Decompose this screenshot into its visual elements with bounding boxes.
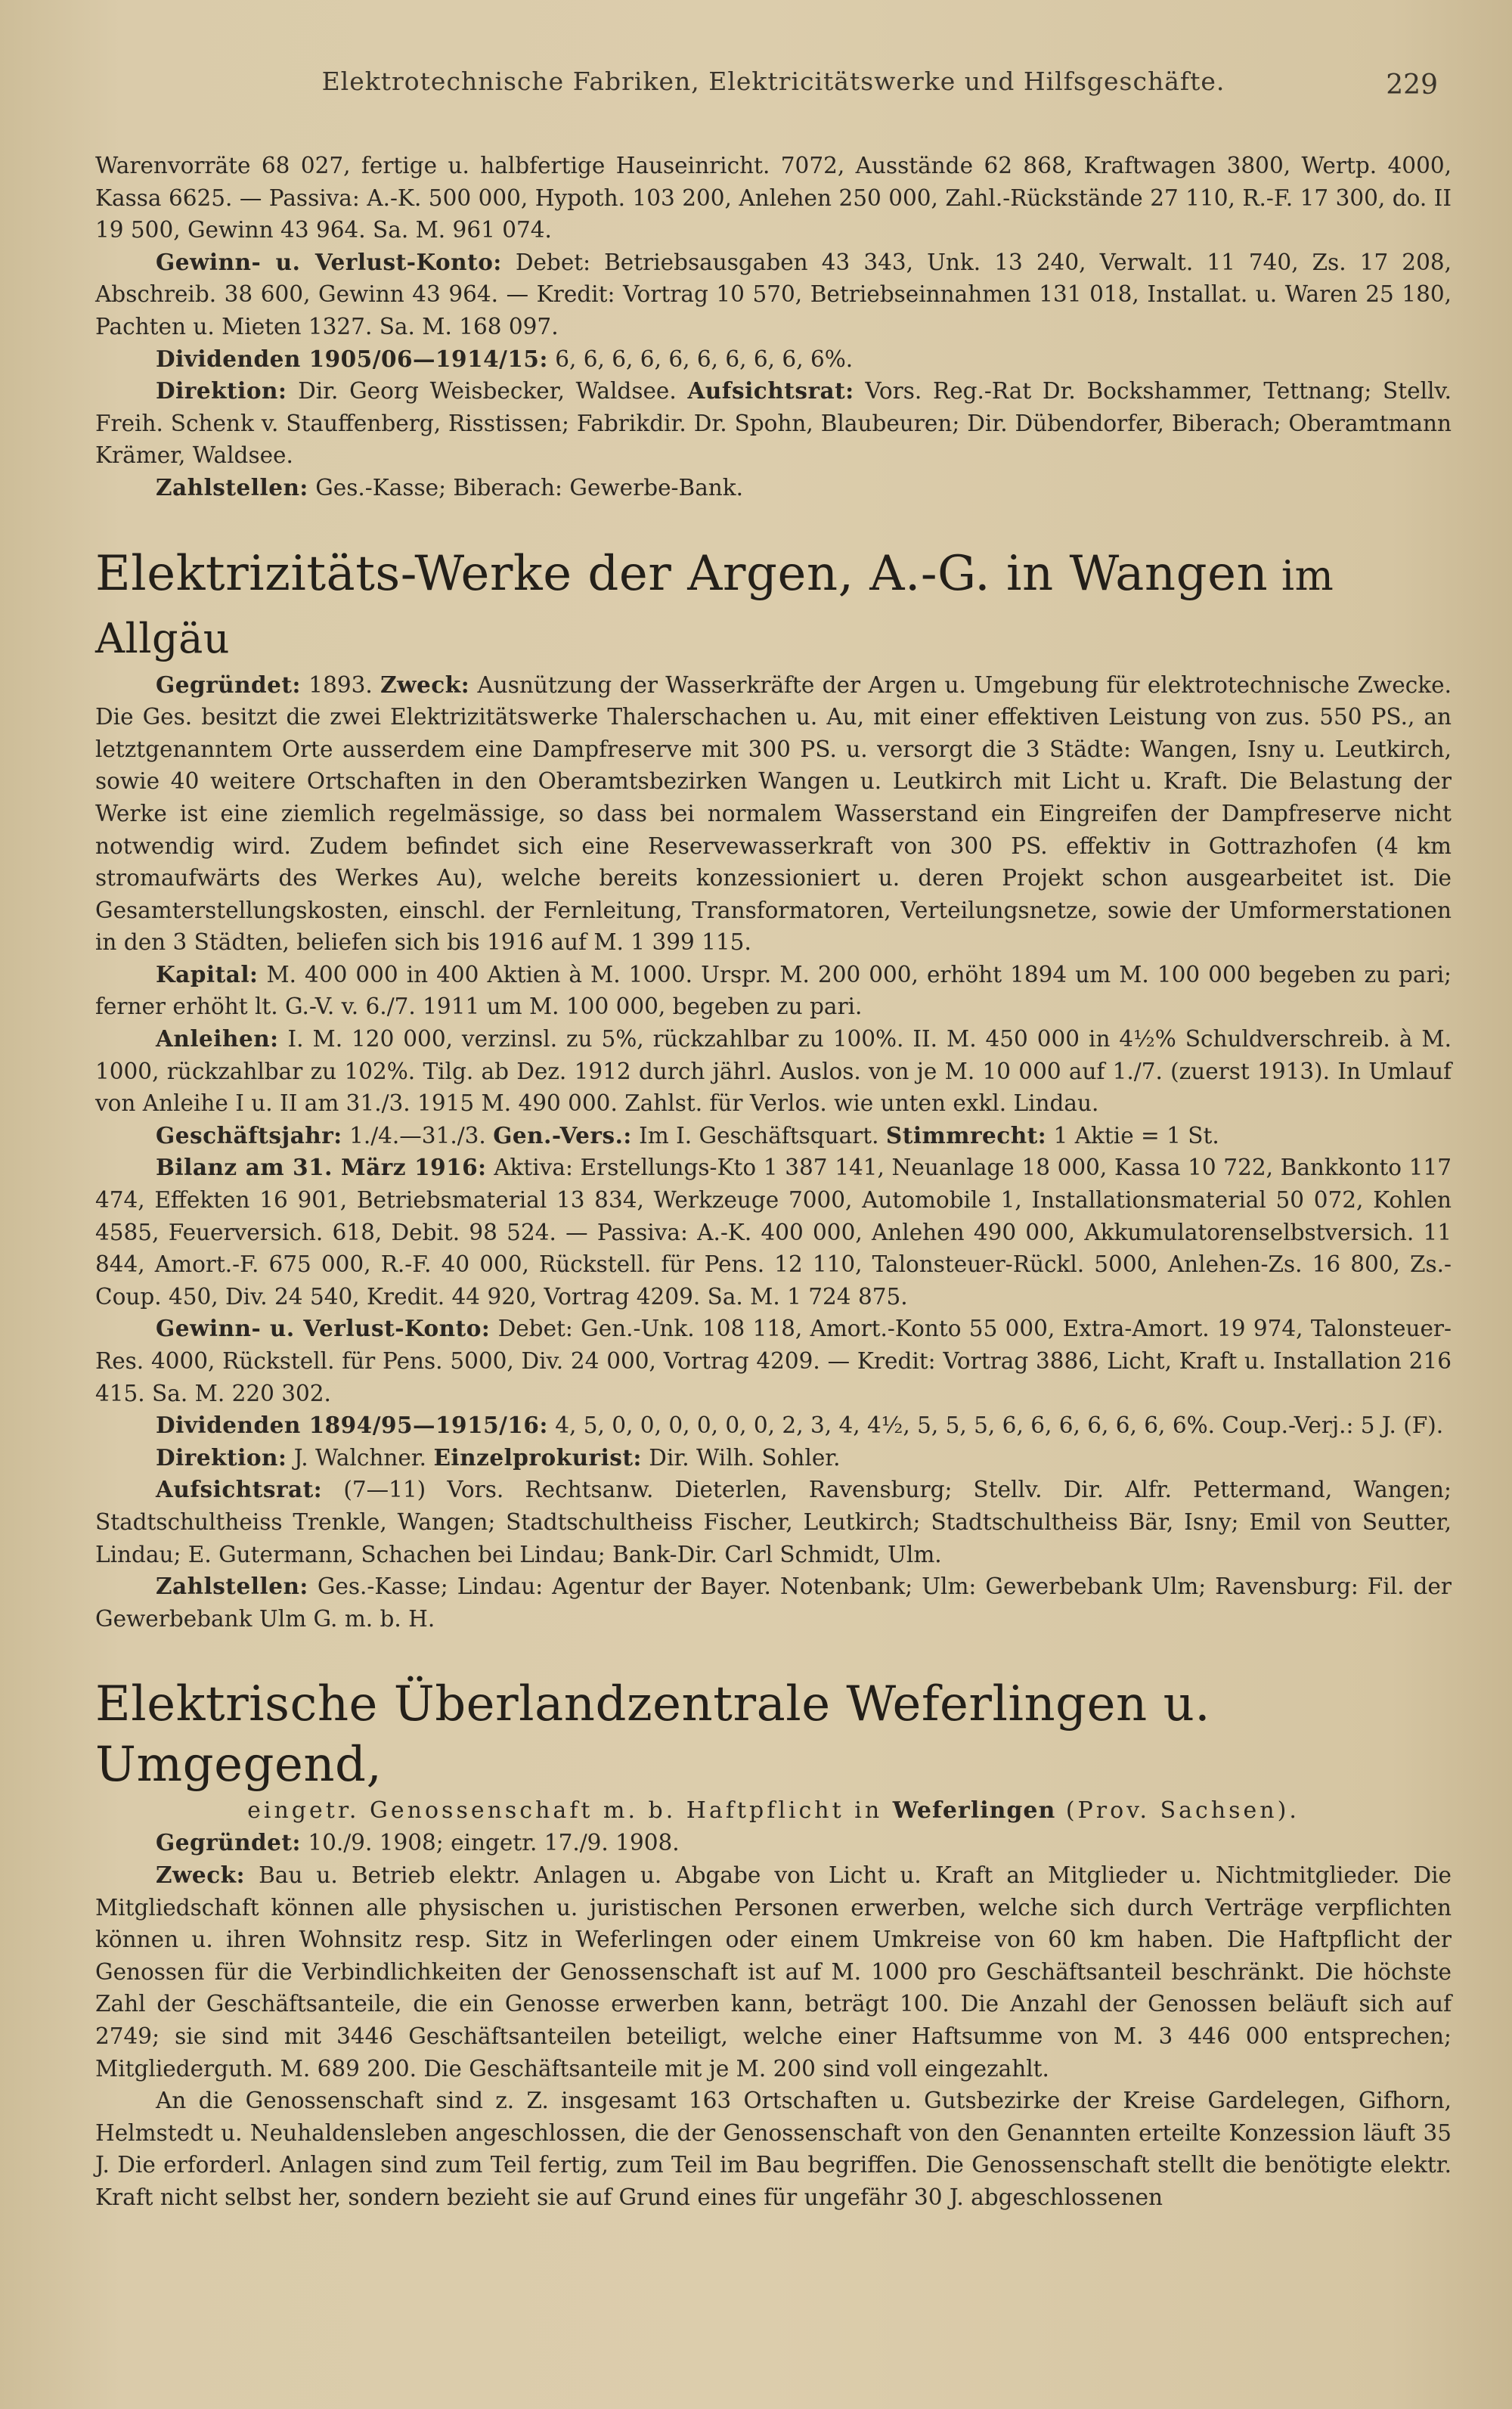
company-title-argen-main: Elektrizitäts-Werke der Argen, A.-G. in Wangen xyxy=(95,545,1269,602)
paying-agents-label: Zahlstellen: xyxy=(156,1573,308,1600)
bonds-text: I. M. 120 000, verzinsl. zu 5%, rückzahlbar zu 100%. II. M. 450 000 in 4½% Schuldverschreib. à M. 1000, rückzahlbar zu 102%. Tilg. ab Dez. 1912 durch jährl. Auslos. von je M. 10 000 auf 1./7. (zuerst 1913). In Umlauf von Anleihe I u. II am 31./3. 1915 M. 490 000. Zahlst. für Verlos. wie unten exkl. Lindau. xyxy=(95,1026,1452,1117)
supervisory-board-label: Aufsichtsrat: xyxy=(156,1476,323,1503)
company-title-weferlingen: Elektrische Überlandzentrale Weferlingen u. Umgegend, xyxy=(95,1676,1211,1794)
paying-agents-text: Ges.-Kasse; Lindau: Agentur der Bayer. Notenbank; Ulm: Gewerbebank Ulm; Ravensburg: Fil. der Gewerbebank Ulm G. m. b. H. xyxy=(95,1573,1452,1632)
founded-weferlingen xyxy=(95,1827,1452,1859)
prev-profit-loss-label: Gewinn- u. Verlust-Konto: xyxy=(156,248,502,275)
prev-dividends xyxy=(95,343,1452,376)
fiscal-year-label: Geschäftsjahr: xyxy=(156,1121,342,1149)
balance-sheet-text: Aktiva: Erstellungs-Kto 1 387 141, Neuanlage 18 000, Kassa 10 722, Bankkonto 117 474, Effekten 16 901, Betriebsmaterial 13 834, Werkzeuge 7000, Automobile 1, Installationsmaterial 50 072, Kohlen 4585, Feuerversich. 618, Debit. 98 524. — Passiva: A.-K. 400 000, Anlehen 490 000, Akkumulatorenselbstversich. 11 844, Amort.-F. 675 000, R.-F. 40 000, Rückstell. für Pens. 12 110, Talonsteuer-Rückl. 5000, Anlehen-Zs. 16 800, Zs.-Coup. 450, Div. 24 540, Kredit. 44 920, Vortrag 4209. Sa. M. 1 724 875. xyxy=(95,1155,1452,1310)
balance-sheet xyxy=(95,1152,1452,1313)
running-head xyxy=(95,67,1452,115)
subtitle-pre: eingetr. Genossenschaft m. b. Haftpflicht in xyxy=(247,1797,893,1825)
company-title-argen xyxy=(95,544,1452,669)
paying-agents xyxy=(95,1570,1452,1635)
company-entry-argen xyxy=(95,544,1452,1635)
balance-continuation: Warenvorräte 68 027, fertige u. halbfertige Hauseinricht. 7072, Ausstände 62 868, Kraftwagen 3800, Wertp. 4000, Kassa 6625. — Passiva: A.-K. 500 000, Hypoth. 103 200, Anlehen 250 000, Zahl.-Rückstände 27 110, R.-F. 17 300, do. II 19 500, Gewinn 43 964. Sa. M. 961 074. xyxy=(95,153,1452,243)
dividends-label: Dividenden 1894/95—1915/16: xyxy=(156,1412,548,1439)
founded-weferlingen-label: Gegründet: xyxy=(156,1829,301,1856)
founded-text: 1893. xyxy=(300,671,381,698)
purpose-label: Zweck: xyxy=(380,671,470,698)
company-entry-weferlingen xyxy=(95,1674,1452,2213)
prev-dividends-label: Dividenden 1905/06—1914/15: xyxy=(156,345,548,372)
capital xyxy=(95,959,1452,1023)
purpose-weferlingen-label: Zweck: xyxy=(156,1861,245,1888)
subtitle-post: (Prov. Sachsen). xyxy=(1055,1797,1300,1825)
prev-direction-label: Direktion: xyxy=(156,377,287,405)
prev-management xyxy=(95,375,1452,472)
dividends xyxy=(95,1409,1452,1442)
profit-loss xyxy=(95,1313,1452,1409)
balance-sheet-label: Bilanz am 31. März 1916: xyxy=(156,1154,487,1181)
prev-board-text: Vors. Reg.-Rat Dr. Bockshammer, Tettnang; Stellv. Freih. Schenk v. Stauffenberg, Risstissen; Fabrikdir. Dr. Spohn, Blaubeuren; Dir. Dübendorfer, Biberach; Oberamtmann Krämer, Waldsee. xyxy=(95,378,1452,469)
supervisory-board xyxy=(95,1474,1452,1570)
general-meeting-label: Gen.-Vers.: xyxy=(493,1121,632,1149)
fiscal-year xyxy=(95,1120,1452,1152)
purpose-weferlingen-text: Bau u. Betrieb elektr. Anlagen u. Abgabe von Licht u. Kraft an Mitglieder u. Nichtmitglieder. Die Mitgliedschaft können alle physischen u. juristischen Personen erwerben, welche sich durch Verträge verpflichten können u. ihren Wohnsitz resp. Sitz in Weferlingen oder einem Umkreise von 60 km haben. Die Haftpflicht der Genossen für die Verbindlichkeiten der Genossenschaft ist auf M. 1000 pro Geschäftsanteil beschränkt. Die höchste Zahl der Geschäftsanteile, die ein Genosse erwerben kann, beträgt 100. Die Anzahl der Genossen beläuft sich auf 2749; sie sind mit 3446 Geschäftsanteilen beteiligt, welche einer Haftsumme von M. 3 446 000 entsprechen; Mitgliederguth. M. 689 200. Die Geschäftsanteile mit je M. 200 sind voll eingezahlt. xyxy=(95,1862,1452,2082)
prev-direction-text: Dir. Georg Weisbecker, Waldsee. xyxy=(287,378,688,405)
voting-right-text: 1 Aktie = 1 St. xyxy=(1046,1122,1219,1149)
previous-entry-continuation xyxy=(95,150,1452,504)
prev-profit-loss-text: Debet: Betriebsausgaben 43 343, Unk. 13 240, Verwalt. 11 740, Zs. 17 208, Abschreib. 38 600, Gewinn 43 964. — Kredit: Vortrag 10 570, Betriebseinnahmen 131 018, Installat. u. Waren 25 180, Pachten u. Mieten 1327. Sa. M. 168 097. xyxy=(95,249,1452,339)
fiscal-year-text: 1./4.—31./3. xyxy=(342,1122,494,1149)
prev-dividends-text: 6, 6, 6, 6, 6, 6, 6, 6, 6, 6%. xyxy=(547,346,854,372)
capital-text: M. 400 000 in 400 Aktien à M. 1000. Urspr. M. 200 000, erhöht 1894 um M. 100 000 begeben zu pari; ferner erhöht lt. G.-V. v. 6./7. 1911 um M. 100 000, begeben zu pari. xyxy=(95,961,1452,1020)
general-meeting-text: Im I. Geschäftsquart. xyxy=(631,1122,886,1149)
procurist-label: Einzelprokurist: xyxy=(433,1443,642,1471)
subtitle-place: Weferlingen xyxy=(892,1797,1056,1825)
running-title: Elektrotechnische Fabriken, Elektricitätswerke und Hilfsgeschäfte. xyxy=(321,67,1225,96)
bonds xyxy=(95,1023,1452,1120)
prev-paying-agents-text: Ges.-Kasse; Biberach: Gewerbe-Bank. xyxy=(308,474,744,501)
company-subtitle-weferlingen xyxy=(95,1795,1452,1827)
direction-text: J. Walchner. xyxy=(287,1444,434,1471)
profit-loss-label: Gewinn- u. Verlust-Konto: xyxy=(156,1315,491,1342)
supervisory-board-text: (7—11) Vors. Rechtsanw. Dieterlen, Ravensburg; Stellv. Dir. Alfr. Pettermand, Wangen; Stadtschultheiss Trenkle, Wangen; Stadtschultheiss Fischer, Leutkirch; Stadtschultheiss Bär, Isny; Emil von Seutter, Lindau; E. Gutermann, Schachen bei Lindau; Bank-Dir. Carl Schmidt, Ulm. xyxy=(95,1477,1452,1567)
company-title-argen-tail: im Allgäu xyxy=(95,551,1334,662)
page-number: 229 xyxy=(1386,70,1438,101)
prev-paying-agents-label: Zahlstellen: xyxy=(156,473,308,501)
founded-weferlingen-text: 10./9. 1908; eingetr. 17./9. 1908. xyxy=(300,1830,680,1856)
founded-label: Gegründet: xyxy=(156,671,301,698)
procurist-text: Dir. Wilh. Sohler. xyxy=(641,1444,841,1471)
bonds-label: Anleihen: xyxy=(156,1025,279,1053)
management xyxy=(95,1442,1452,1474)
purpose-text: Ausnützung der Wasserkräfte der Argen u. Umgebung für elektrotechnische Zwecke. Die Ges. besitzt die zwei Elektrizitätswerke Thalerschachen u. Au, mit einer effektiven Leistung von zus. 550 PS., an letztgenanntem Orte ausserdem eine Dampfreserve mit 300 PS. u. versorgt die 3 Städte: Wangen, Isny u. Leutkirch, sowie 40 weitere Ortschaften in den Oberamtsbezirken Wangen u. Leutkirch mit Licht u. Kraft. Die Belastung der Werke ist eine ziemlich regelmässige, so dass bei normalem Wasserstand ein Eingreifen der Dampfreserve nicht notwendig wird. Zudem befindet sich eine Reservewasserkraft von 300 PS. effektiv in Gottrazhofen (4 km stromaufwärts des Werkes Au), welche bereits konzessioniert u. deren Projekt schon ausgearbeitet ist. Die Gesamterstellungskosten, einschl. der Fernleitung, Transformatoren, Verteilungsnetze, sowie der Umformerstationen in den 3 Städten, beliefen sich bis 1916 auf M. 1 399 115. xyxy=(95,671,1452,956)
prev-paying-agents xyxy=(95,472,1452,504)
direction-label: Direktion: xyxy=(156,1443,287,1471)
voting-right-label: Stimmrecht: xyxy=(885,1121,1047,1149)
founded-and-purpose xyxy=(95,669,1452,959)
capital-label: Kapital: xyxy=(156,960,259,987)
profit-loss-text: Debet: Gen.-Unk. 108 118, Amort.-Konto 55 000, Extra-Amort. 19 974, Talonsteuer-Res. 4000, Rückstell. für Pens. 5000, Div. 24 000, Vortrag 4209. — Kredit: Vortrag 3886, Licht, Kraft u. Installation 216 415. Sa. M. 220 302. xyxy=(95,1316,1452,1406)
purpose-weferlingen xyxy=(95,1859,1452,2085)
localities-weferlingen: An die Genossenschaft sind z. Z. insgesamt 163 Ortschaften u. Gutsbezirke der Kreise Gardelegen, Gifhorn, Helmstedt u. Neuhaldensleben angeschlossen, die der Genossenschaft von den Genannten erteilte Konzession läuft 35 J. Die erforderl. Anlagen sind zum Teil fertig, zum Teil im Bau begriffen. Die Genossenschaft stellt die benötigte elektr. Kraft nicht selbst her, sondern bezieht sie auf Grund eines für ungefähr 30 J. abgeschlossenen xyxy=(95,2088,1452,2210)
dividends-text: 4, 5, 0, 0, 0, 0, 0, 0, 2, 3, 4, 4½, 5, 5, 5, 6, 6, 6, 6, 6, 6, 6%. Coup.-Verj.: 5 J. (F). xyxy=(547,1412,1444,1439)
prev-profit-loss xyxy=(95,246,1452,343)
prev-board-label: Aufsichtsrat: xyxy=(687,377,854,405)
